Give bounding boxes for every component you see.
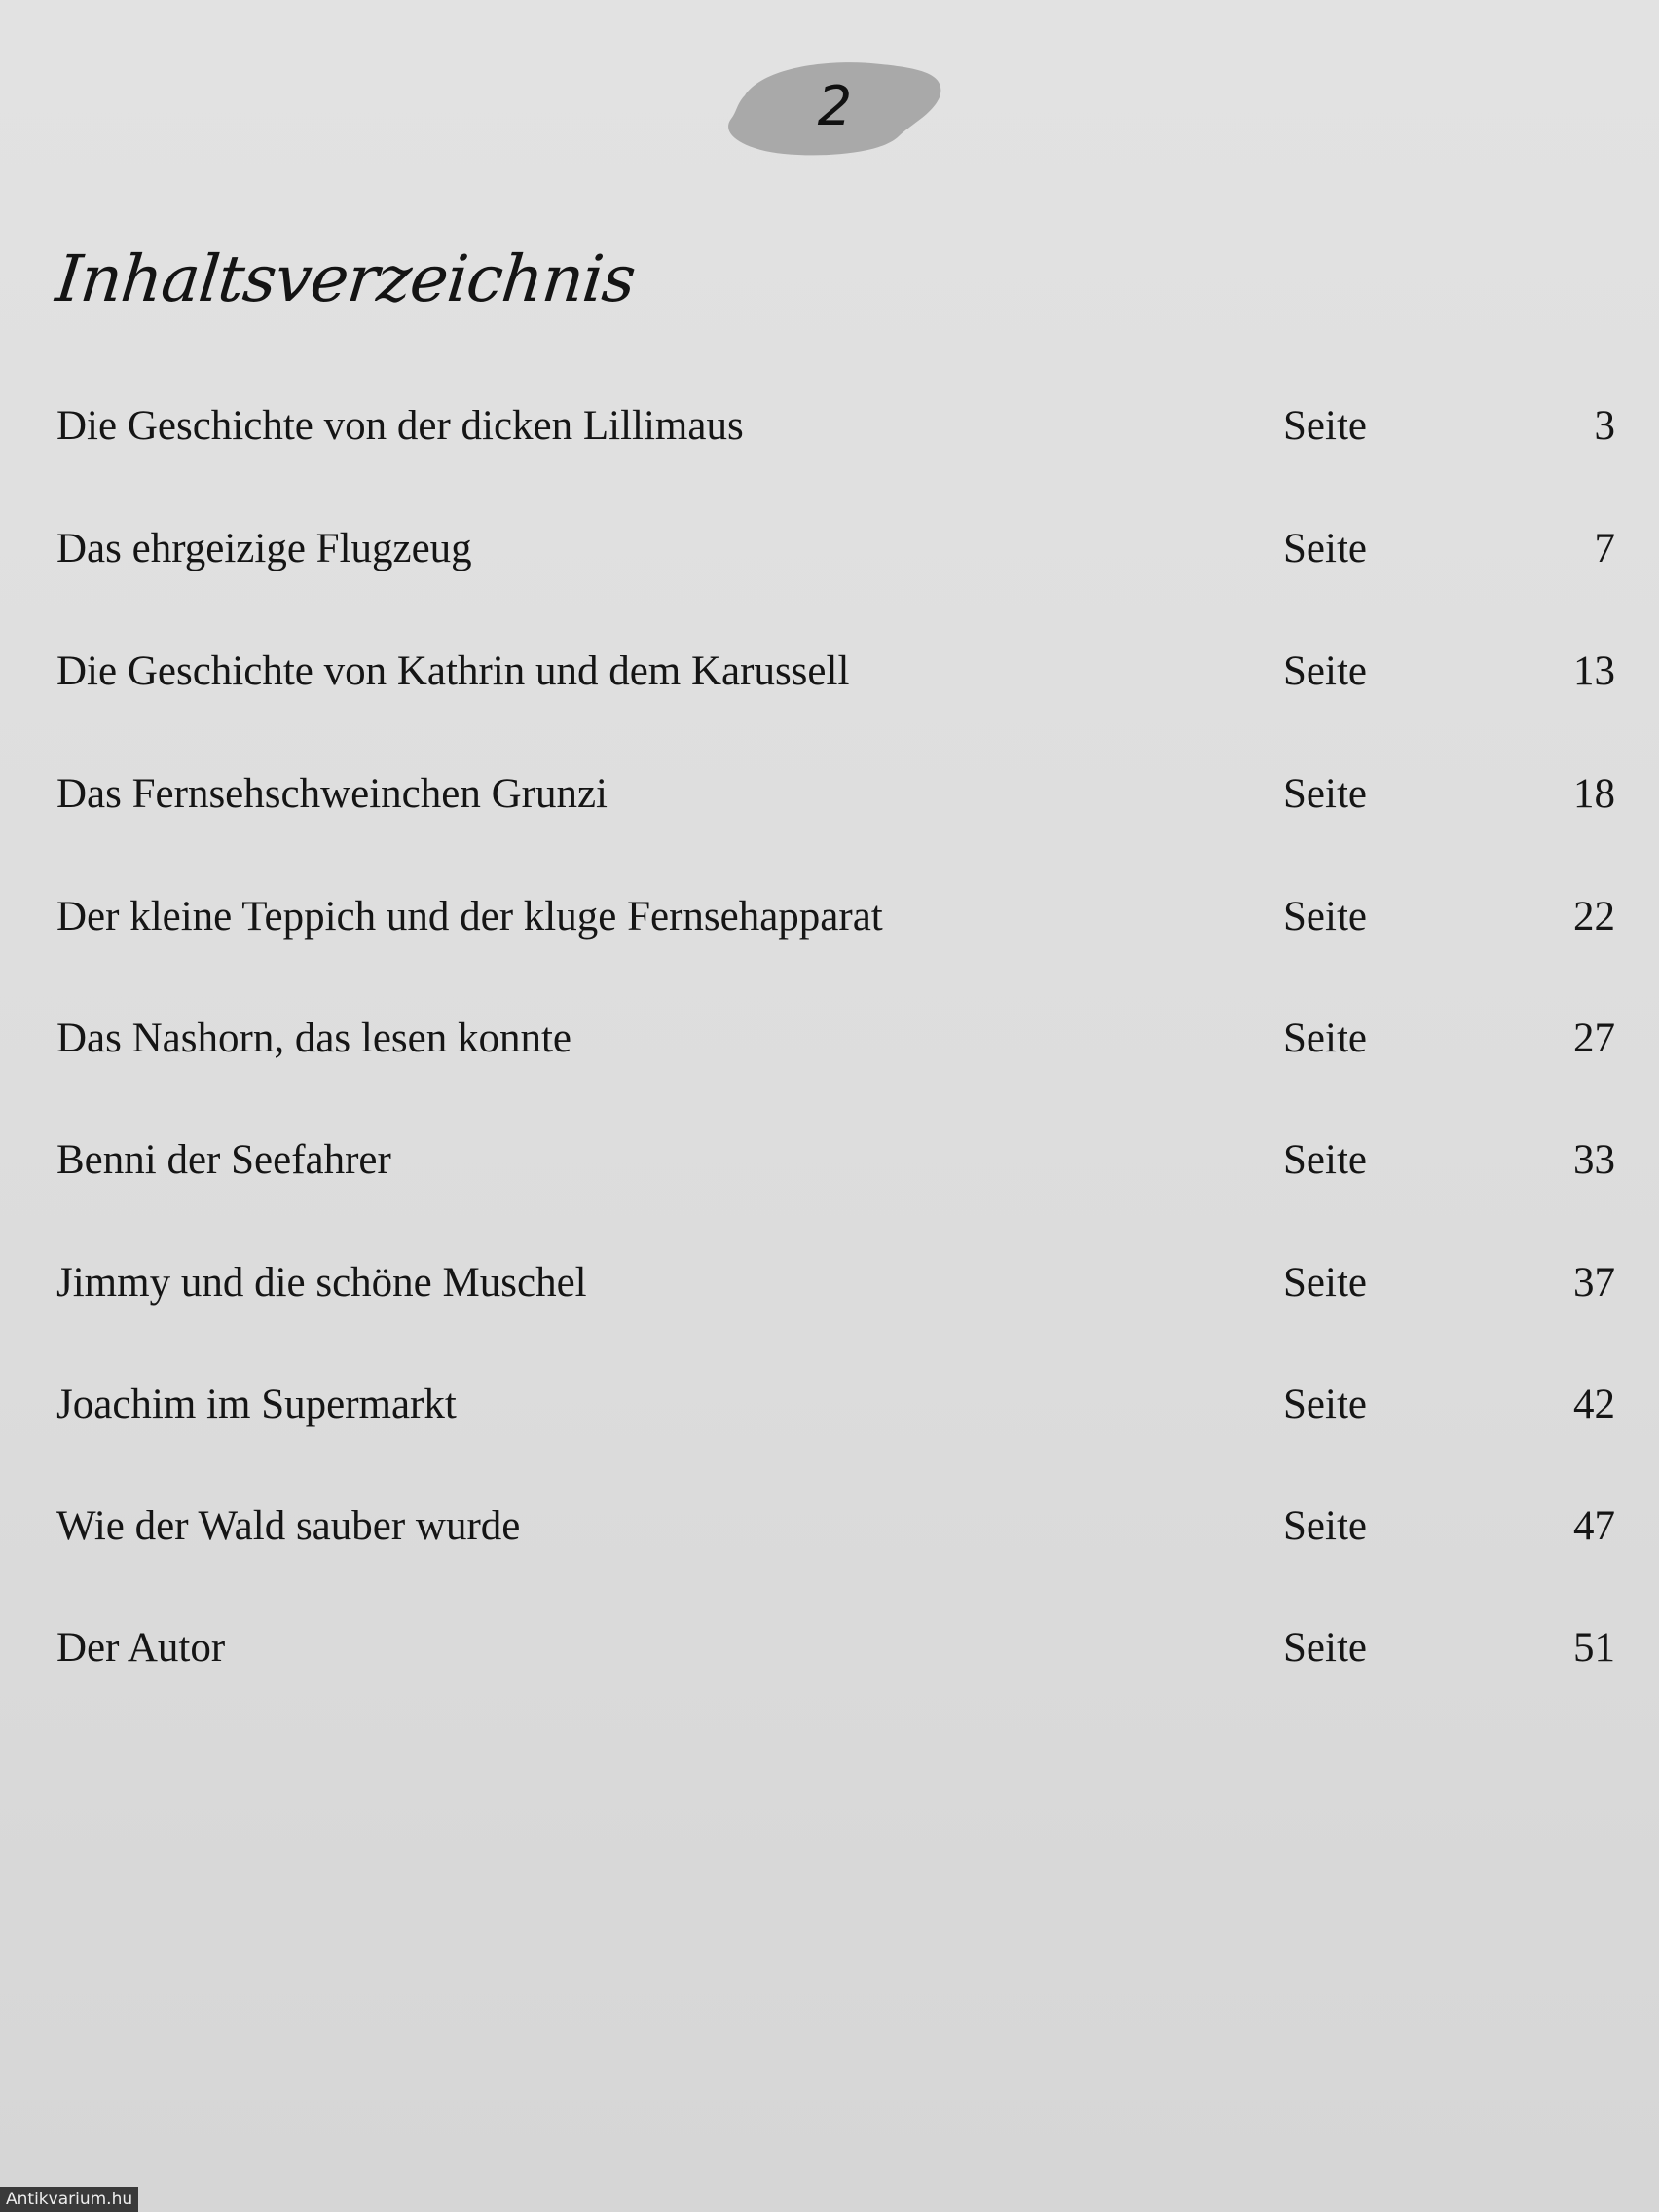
toc-entry-seite-label: Seite [1283,526,1367,571]
toc-entry-title: Die Geschichte von der dicken Lillimaus [56,403,744,449]
toc-entry[interactable] [0,387,1659,465]
toc-entry[interactable] [0,1122,1659,1199]
toc-entry-page-number: 51 [1573,1625,1615,1671]
toc-entry[interactable] [0,878,1659,956]
toc-entry-title: Der Autor [56,1625,226,1671]
toc-entry[interactable] [0,1000,1659,1078]
toc-entry-title: Das Nashorn, das lesen konnte [56,1015,572,1061]
toc-entry-seite-label: Seite [1283,648,1367,694]
toc-entry[interactable] [0,510,1659,588]
toc-entry[interactable] [0,1244,1659,1322]
toc-entry-page-number: 3 [1594,403,1615,449]
page-number: 2 [817,75,853,138]
toc-entry-title: Der kleine Teppich und der kluge Fernsehapparat [56,894,883,940]
toc-entry[interactable] [0,1488,1659,1566]
toc-entry[interactable] [0,1609,1659,1687]
toc-entry-seite-label: Seite [1283,1137,1367,1183]
toc-entry-title: Die Geschichte von Kathrin und dem Karussell [56,648,850,694]
toc-entry-seite-label: Seite [1283,1015,1367,1061]
toc-entry-seite-label: Seite [1283,1625,1367,1671]
toc-entry[interactable] [0,1366,1659,1444]
toc-entry-title: Das ehrgeizige Flugzeug [56,526,472,571]
toc-heading: Inhaltsverzeichnis [52,241,639,316]
watermark: Antikvarium.hu [0,2187,138,2212]
toc-entry-page-number: 22 [1573,894,1615,940]
toc-entry-seite-label: Seite [1283,1503,1367,1549]
toc-entry[interactable] [0,633,1659,711]
toc-entry-page-number: 42 [1573,1382,1615,1427]
toc-entry-seite-label: Seite [1283,894,1367,940]
toc-entry-seite-label: Seite [1283,1382,1367,1427]
toc-entry-page-number: 18 [1573,771,1615,817]
toc-entry-title: Wie der Wald sauber wurde [56,1503,521,1549]
toc-entry-title: Jimmy und die schöne Muschel [56,1260,587,1306]
toc-entry-page-number: 27 [1573,1015,1615,1061]
toc-entry-page-number: 33 [1573,1137,1615,1183]
toc-entry-seite-label: Seite [1283,1260,1367,1306]
toc-entry-seite-label: Seite [1283,771,1367,817]
toc-entry-seite-label: Seite [1283,403,1367,449]
toc-entry-title: Das Fernsehschweinchen Grunzi [56,771,608,817]
toc-entry-page-number: 13 [1573,648,1615,694]
toc-entry-page-number: 7 [1594,526,1615,571]
toc-entry-title: Joachim im Supermarkt [56,1382,457,1427]
toc-entry-page-number: 37 [1573,1260,1615,1306]
toc-entry-title: Benni der Seefahrer [56,1137,391,1183]
toc-entry-page-number: 47 [1573,1503,1615,1549]
toc-entry[interactable] [0,756,1659,833]
